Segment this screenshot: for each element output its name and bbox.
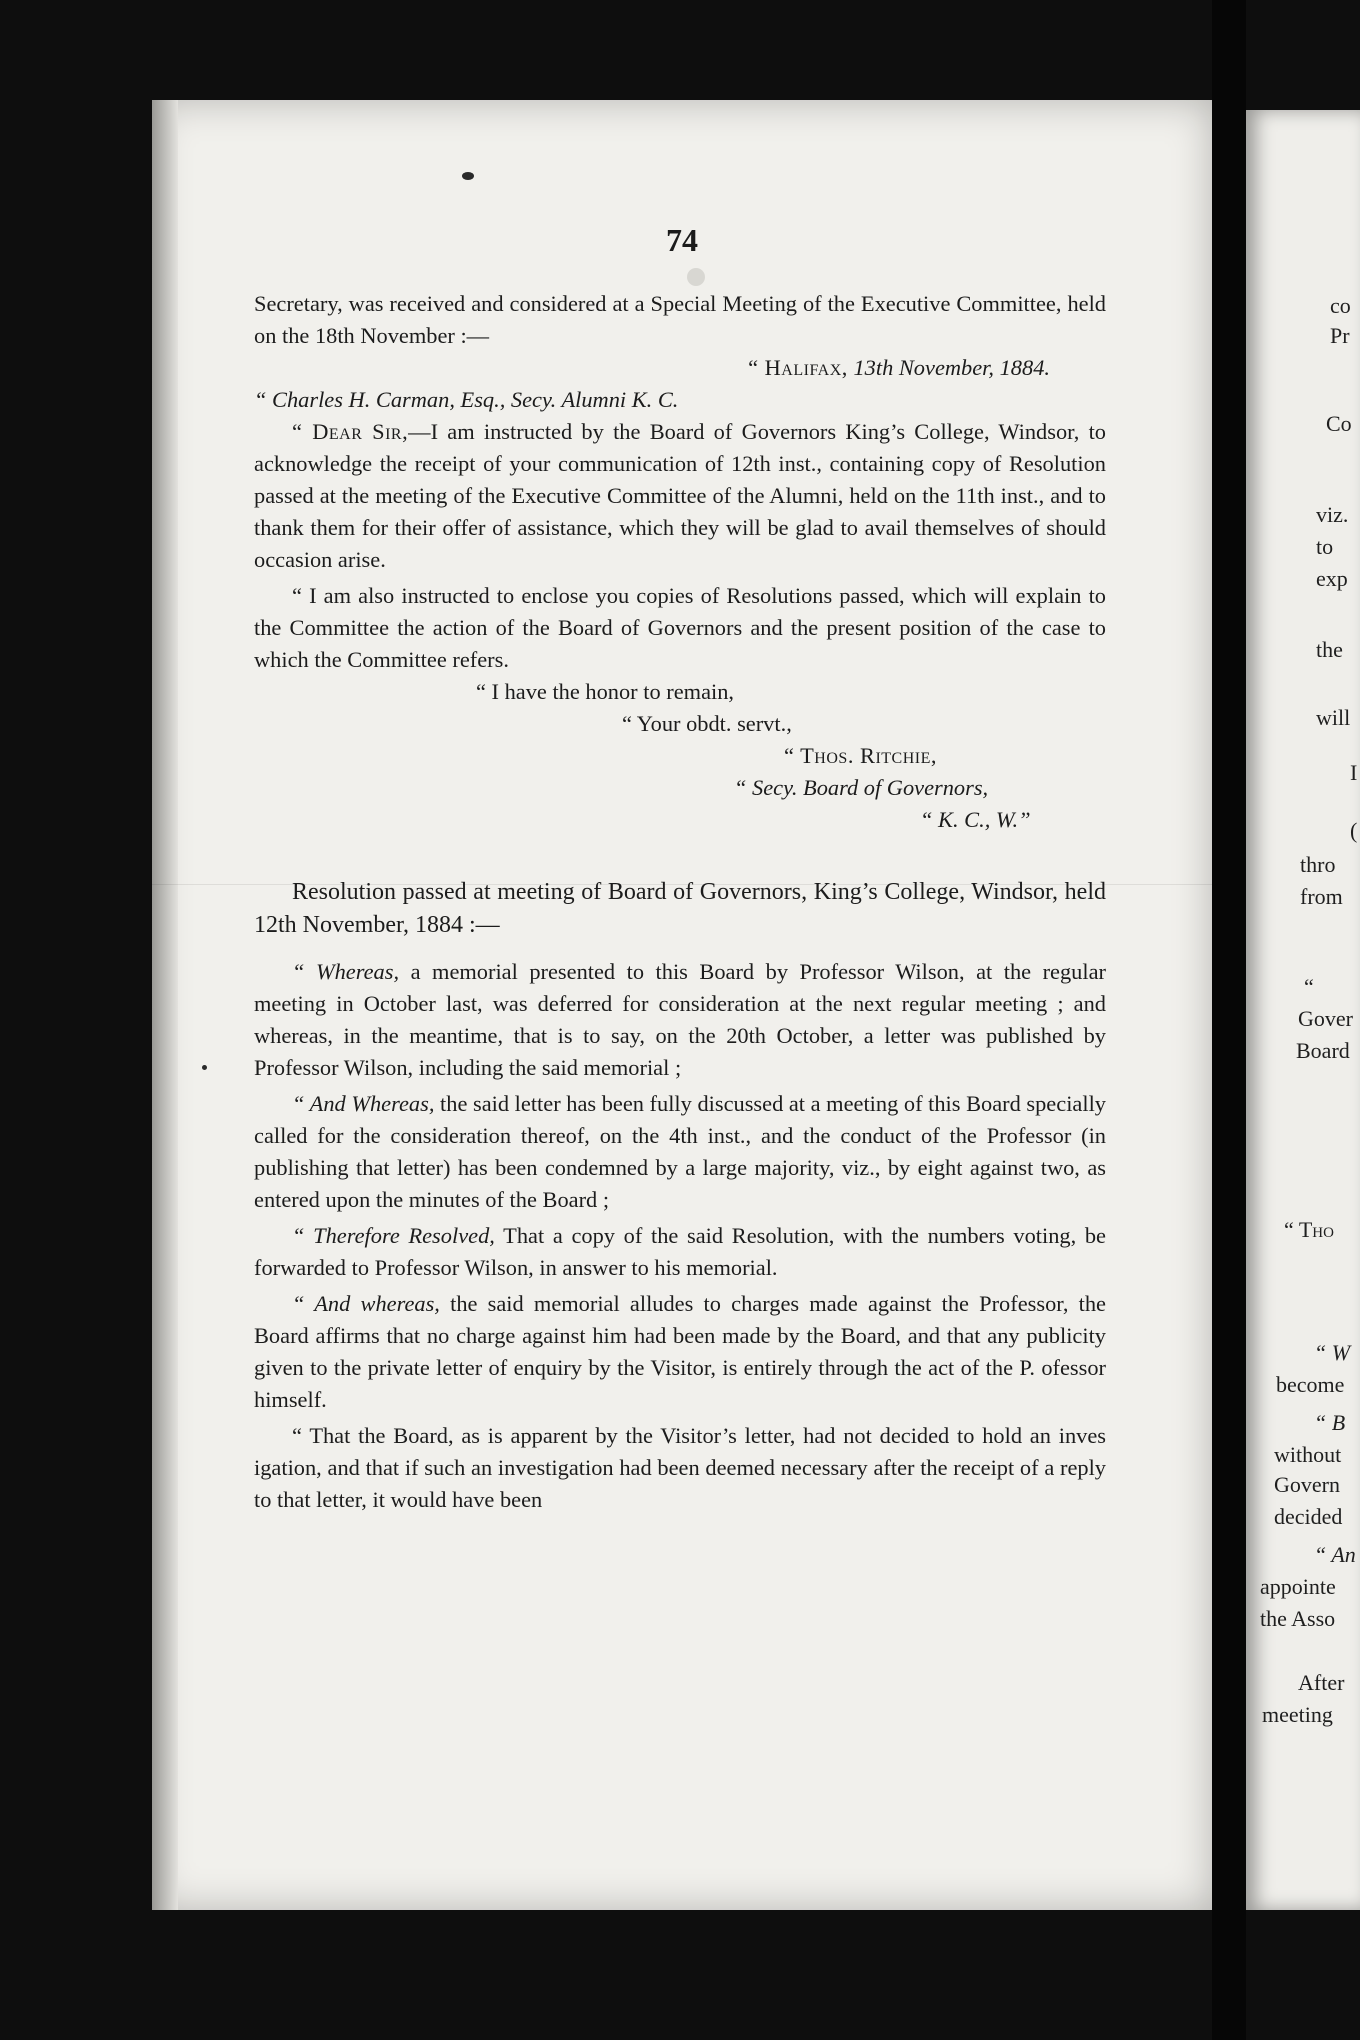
facing-fragment: “ [1304,974,1314,999]
page-binding-shadow [152,100,178,1910]
facing-fragment: Pr [1330,323,1350,348]
facing-fragment: co [1330,293,1351,318]
facing-fragment: appointe [1260,1574,1336,1599]
facing-fragment: Co [1326,411,1352,436]
page-number: 74 [666,222,698,258]
resolution-and-whereas [254,1088,1106,1216]
facing-fragment: to [1316,534,1334,559]
resolution-whereas [254,956,1106,1084]
facing-fragment: the [1316,637,1343,662]
facing-fragment: “ Tho [1284,1217,1334,1242]
facing-fragment: ( [1350,818,1358,843]
letter-body-2: “ I am also instructed to enclose you copies of Resolutions passed, which will explain to the Committee the action of the Board of Governors and the present position of the case to which the Committee refers. [254,583,1106,672]
facing-fragment: “ B [1314,1410,1346,1435]
ink-speck [202,1065,207,1070]
closing-line-2: “ Your obdt. servt., [622,711,792,736]
resolution-heading: Resolution passed at meeting of Board of Governors, King’s College, Windsor, held 12th November, 1884 :— [254,879,1106,938]
dateline-date: 13th November, 1884. [853,355,1050,380]
book-page [152,100,1212,1910]
ink-speck [462,172,474,180]
letter-dateline [254,352,1106,384]
book-gutter [1212,0,1246,2040]
dateline-place: “ Halifax, [748,355,848,380]
signature-name: “ Thos. Ritchie, [784,743,937,768]
facing-fragment: become [1276,1372,1345,1397]
closing-line-1: “ I have the honor to remain, [476,679,735,704]
page-text [254,288,1106,1516]
facing-fragment: “ An [1314,1542,1356,1567]
whereas-lead: “ Whereas, [292,959,400,984]
signature-institution: “ K. C., W.” [920,807,1031,832]
facing-fragment: Gover [1298,1006,1353,1031]
facing-fragment: thro [1300,852,1336,877]
resolution-memorial [254,1288,1106,1416]
paper-blemish [687,268,705,286]
memorial-text: the said memorial alludes to charges made against the Professor, the Board affirms that no charge against him had been made by the Board, and that any publicity given to the private letter of enquiry by the Visitor, is entirely through the act of the P. ofessor himself. [254,1291,1106,1412]
whereas-text: a memorial presented to this Board by Professor Wilson, at the regular meeting in October last, was deferred for consideration at the next regular meeting ; and whereas, in the meantime, that is to say, on the 20th October, a letter was published by Professor Wilson, including the said memorial ; [254,959,1106,1080]
facing-page-edge [1246,110,1360,1910]
salutation: “ Dear Sir, [292,419,409,444]
resolution-therefore [254,1220,1106,1284]
facing-fragment: “ W [1314,1340,1351,1365]
and-whereas-lead: “ And Whereas, [292,1091,435,1116]
paragraph-intro: Secretary, was received and considered at a Special Meeting of the Executive Committee, held on the 18th November :— [254,291,1106,348]
facing-fragment: the Asso [1260,1606,1336,1631]
facing-fragment: will [1316,705,1351,730]
facing-fragment: meeting [1262,1702,1333,1727]
letter-body-1-text: —I am instructed by the Board of Governors King’s College, Windsor, to acknowledge the receipt of your communication of 12th inst., containing copy of Resolution passed at the meeting of the Executive Committee of the Alumni, held on the 11th inst., and to thank them for their offer of assistance, which they will be glad to avail themselves of should occasion arise. [254,419,1106,572]
facing-fragment: I [1350,760,1358,785]
facing-fragment: exp [1316,566,1348,591]
memorial-lead: “ And whereas, [292,1291,440,1316]
therefore-lead: “ Therefore Resolved, [292,1223,495,1248]
letter-addressee: “ Charles H. Carman, Esq., Secy. Alumni K. C. [254,387,679,412]
and-whereas-text: the said letter has been fully discussed at a meeting of this Board specially called for the consideration thereof, on the 4th inst., and the conduct of the Professor (in publishing that letter) has been condemned by a large majority, viz., by eight against two, as entered upon the minutes of the Board ; [254,1091,1106,1212]
facing-fragment: without [1274,1442,1342,1467]
letter-body-1 [254,416,1106,576]
therefore-text: That a copy of the said Resolution, with the numbers voting, be forwarded to Professor Wilson, in answer to his memorial. [254,1223,1106,1280]
facing-fragment: viz. [1316,502,1349,527]
facing-fragment: Govern [1274,1472,1340,1497]
facing-fragment: After [1298,1670,1345,1695]
resolution-investigation: “ That the Board, as is apparent by the Visitor’s letter, had not decided to hold an inves igation, and that if such an investigation had been deemed necessary after the receipt of a reply to that letter, it would have been [254,1423,1106,1512]
facing-fragment: from [1300,884,1343,909]
signature-title: “ Secy. Board of Governors, [734,775,989,800]
facing-fragment: decided [1274,1504,1343,1529]
facing-fragment: Board [1296,1038,1350,1063]
